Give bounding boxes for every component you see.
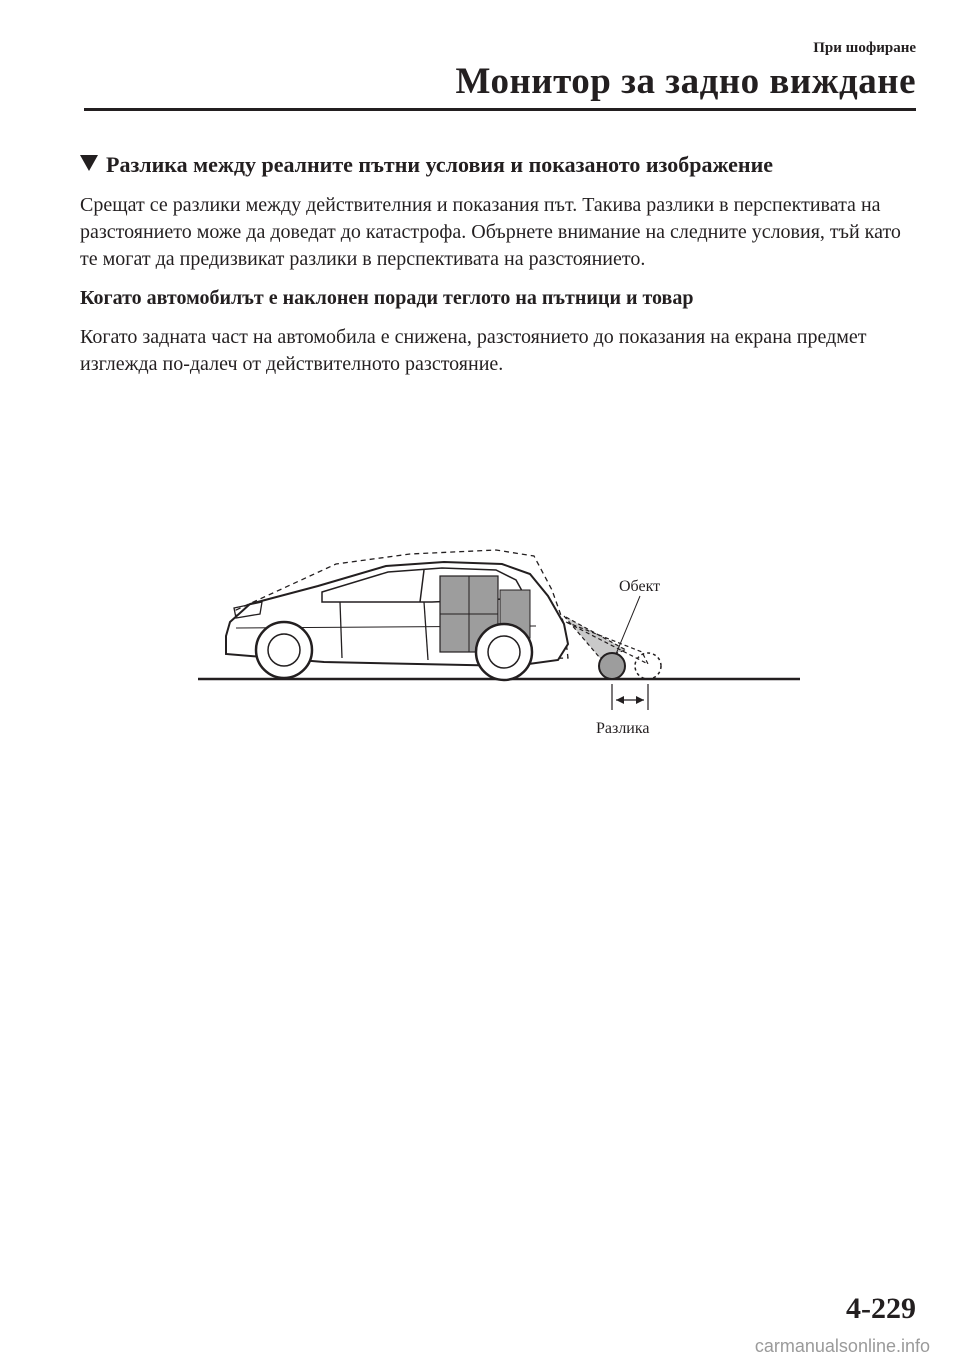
car-illustration [196,540,804,760]
object-label: Обект [619,578,661,595]
intro-paragraph: Срещат се разлики между действителния и показания път. Такива разлики в перспективата на разстоянието може да доведат до катастрофа. Обърнете внимание на следните условия, тъй като те могат да предизвикат разлики в перспективата на разстоянието. [80,194,901,270]
displayed-object [635,653,661,679]
condition-subheading: Когато автомобилът е наклонен поради теглото на пътници и товар [80,287,694,309]
rear-wheel [476,624,532,680]
vehicle-tilt-illustration [196,540,804,760]
difference-label: Разлика [596,720,650,737]
page-title: Монитор за задно виждане [455,61,916,102]
section-heading-text: Разлика между реалните пътни условия и показаното изображение [106,152,774,177]
header-divider [84,108,916,111]
page-number: 4-229 [846,1292,916,1325]
actual-object [599,653,625,679]
section-heading [80,152,920,178]
condition-paragraph: Когато задната част на автомобила е снижена, разстоянието до показания на екрана предмет изглежда по-далеч от действителното разстояние. [80,326,867,375]
front-wheel [256,622,312,678]
watermark: carmanualsonline.info [754,1336,930,1356]
main-content [80,152,920,390]
header-section-label: При шофиране [813,40,916,56]
triangle-down-icon [80,155,98,171]
